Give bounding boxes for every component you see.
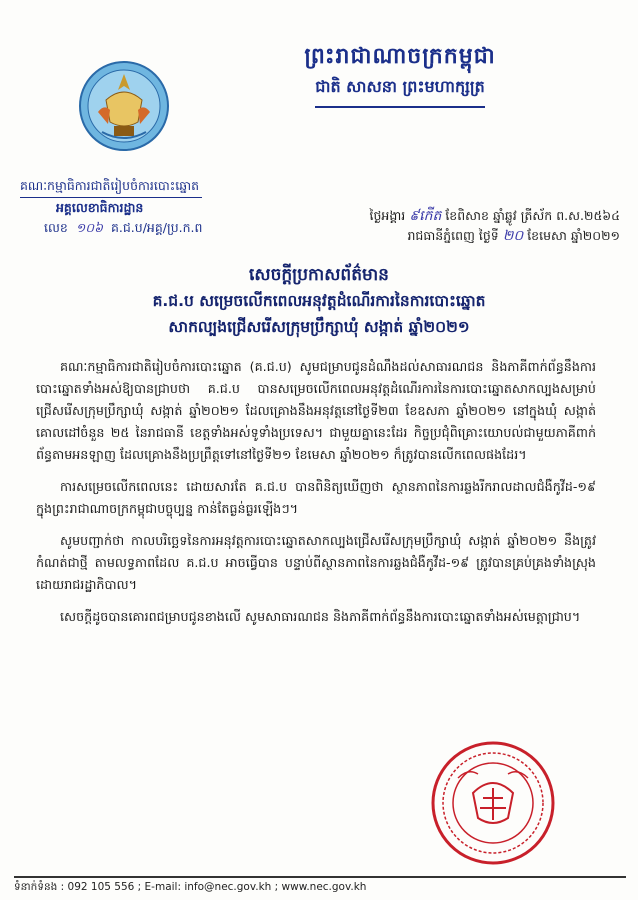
- lunar-rest: ខែពិសាខ ឆ្នាំឆ្លូវ ត្រីស័ក ព.ស.២៥៦៤: [445, 208, 620, 223]
- kingdom-header: [210, 42, 590, 108]
- solar-rest: ខែមេសា ឆ្នាំ២០២១: [527, 228, 620, 243]
- ref-prefix: លេខ: [44, 220, 68, 235]
- lunar-day: ៩កើត: [409, 208, 442, 224]
- lunar-date: [250, 206, 620, 226]
- contact-footer: ទំនាក់ទំនង : 092 105 556 ; E-mail: info@nec.gov.kh ; www.nec.gov.kh: [14, 876, 626, 896]
- announcement-title: [20, 262, 618, 340]
- solar-prefix: រាជធានីភ្នំពេញ ថ្ងៃទី: [407, 228, 499, 243]
- solar-day: ២០: [502, 228, 524, 244]
- paragraph-1: គណៈកម្មាធិការជាតិរៀបចំការបោះឆ្នោត (គ.ជ.ប) សូមជម្រាបជូនដំណឹងដល់សាធារណជន និងភាគីពាក់ព័ន្ធនឹងការបោះឆ្នោតទាំងអស់ឱ្យបានជ្រាបថា គ.ជ.ប បានសម្រេចលើកពេលអនុវត្តដំណើរការនៃការបោះឆ្នោតសាកល្បងសម្រាប់ជ្រើសរើសក្រុមប្រឹក្សាឃុំ សង្កាត់ ឆ្នាំ២០២១ ដែលគ្រោងនឹងអនុវត្តនៅថ្ងៃទី២៣ ខែឧសភា ឆ្នាំ២០២១ នៅក្នុងឃុំ សង្កាត់គោលដៅចំនួន ២៥ នៃរាជធានី ខេត្តទាំងអស់ទូទាំងប្រទេស។ ជាមួយគ្នានេះដែរ កិច្ចប្រជុំពិគ្រោះយោបល់ជាមួយភាគីពាក់ព័ន្ធតាមអនឡាញ ដែលគ្រោងនឹងប្រព្រឹត្តទៅនៅថ្ងៃទី២១ ខែមេសា ឆ្នាំ២០២១ ក៏ត្រូវបានលើកពេលផងដែរ។: [36, 359, 596, 462]
- reference-number: [20, 218, 202, 238]
- header-divider: [315, 106, 485, 108]
- kingdom-name: ព្រះរាជាណាចក្រកម្ពុជា: [304, 44, 496, 69]
- national-motto: ជាតិ សាសនា ព្រះមហាក្សត្រ: [315, 77, 485, 96]
- ref-suffix: គ.ជ.ប/អគ្គ/ប្រ.ក.ព: [110, 220, 203, 235]
- secretariat-name: អគ្គលេខាធិការដ្ឋាន: [56, 200, 144, 215]
- paragraph-4: សេចក្តីដូចបានគោរពជម្រាបជូនខាងលើ សូមសាធារណជន និងភាគីពាក់ព័ន្ធនឹងការបោះឆ្នោតទាំងអស់មេត្តាជ្រាប។: [60, 609, 581, 624]
- lunar-prefix: ថ្ងៃអង្គារ: [369, 208, 406, 223]
- announcement-body: [36, 356, 596, 638]
- nec-logo: [78, 60, 170, 152]
- ref-number: ១០៦: [75, 220, 103, 235]
- title-line-2: គ.ជ.ប សម្រេចលើកពេលអនុវត្តដំណើរការនៃការបោះឆ្នោត: [152, 292, 486, 310]
- official-seal: [428, 738, 558, 868]
- solar-date: [250, 226, 620, 246]
- paragraph-2: ការសម្រេចលើកពេលនេះ ដោយសារតែ គ.ជ.ប បានពិនិត្យឃើញថា ស្ថានភាពនៃការឆ្លងរីករាលដាលជំងឺកូវីដ-១៩ ក្នុងព្រះរាជាណាចក្រកម្ពុជាបច្ចុប្បន្ន កាន់តែធ្ងន់ធ្ងរឡើងៗ។: [36, 479, 596, 516]
- date-block: [250, 206, 620, 246]
- issuing-organization: [20, 176, 202, 238]
- title-line-1: សេចក្តីប្រកាសព័ត៌មាន: [249, 265, 389, 285]
- paragraph-3: សូមបញ្ជាក់ថា កាលបរិច្ឆេទនៃការអនុវត្តការបោះឆ្នោតសាកល្បងជ្រើសរើសក្រុមប្រឹក្សាឃុំ សង្កាត់ ឆ្នាំ២០២១ នឹងត្រូវកំណត់ជាថ្មី តាមលទ្ធភាពដែល គ.ជ.ប អាចធ្វើបាន បន្ទាប់ពីស្ថានភាពនៃការឆ្លងជំងឺកូវីដ-១៩ ត្រូវបានគ្រប់គ្រងទាំងស្រុងដោយរាជរដ្ឋាភិបាល។: [36, 533, 596, 592]
- title-line-3: សាកល្បងជ្រើសរើសក្រុមប្រឹក្សាឃុំ សង្កាត់ ឆ្នាំ២០២១: [168, 318, 470, 336]
- org-name: គណៈកម្មាធិការជាតិរៀបចំការបោះឆ្នោត: [20, 176, 202, 198]
